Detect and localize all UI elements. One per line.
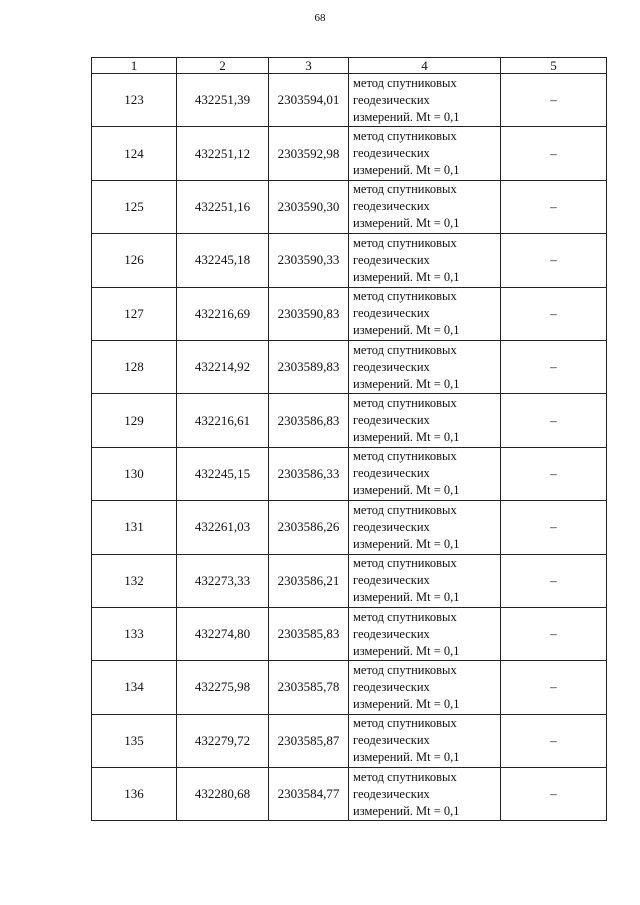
method-line: измерений. Mt = 0,1 (353, 430, 460, 445)
table-row (92, 554, 607, 607)
x-coordinate-cell: 432274,80 (177, 607, 269, 660)
point-number-cell: 126 (92, 234, 177, 287)
method-cell (349, 287, 501, 340)
y-coordinate-cell: 2303586,33 (269, 447, 349, 500)
method-line: геодезических (353, 359, 430, 374)
x-coordinate-cell: 432216,61 (177, 394, 269, 447)
point-number-cell: 133 (92, 607, 177, 660)
method-line: геодезических (353, 413, 430, 428)
method-line: измерений. Mt = 0,1 (353, 323, 460, 338)
method-cell (349, 234, 501, 287)
method-line: измерений. Mt = 0,1 (353, 803, 460, 818)
point-number-cell: 127 (92, 287, 177, 340)
y-coordinate-cell: 2303585,78 (269, 661, 349, 714)
method-line: геодезических (353, 92, 430, 107)
method-line: геодезических (353, 573, 430, 588)
point-number-cell: 123 (92, 74, 177, 127)
method-line: метод спутниковых (353, 182, 457, 197)
coordinates-table (91, 57, 607, 821)
method-cell (349, 661, 501, 714)
y-coordinate-cell: 2303585,87 (269, 714, 349, 767)
point-number-cell: 129 (92, 394, 177, 447)
method-line: измерений. Mt = 0,1 (353, 536, 460, 551)
method-line: геодезических (353, 733, 430, 748)
method-line: метод спутниковых (353, 396, 457, 411)
method-cell (349, 340, 501, 393)
method-line: геодезических (353, 146, 430, 161)
method-line: метод спутниковых (353, 235, 457, 250)
note-cell: – (501, 661, 607, 714)
x-coordinate-cell: 432251,16 (177, 180, 269, 233)
y-coordinate-cell: 2303592,98 (269, 127, 349, 180)
method-cell (349, 447, 501, 500)
method-line: метод спутниковых (353, 609, 457, 624)
method-cell (349, 501, 501, 554)
method-line: метод спутниковых (353, 449, 457, 464)
y-coordinate-cell: 2303590,83 (269, 287, 349, 340)
x-coordinate-cell: 432279,72 (177, 714, 269, 767)
method-line: измерений. Mt = 0,1 (353, 376, 460, 391)
table-row (92, 340, 607, 393)
x-coordinate-cell: 432245,15 (177, 447, 269, 500)
note-cell: – (501, 447, 607, 500)
point-number-cell: 124 (92, 127, 177, 180)
header-col-1: 1 (92, 58, 177, 74)
note-cell: – (501, 234, 607, 287)
method-line: измерений. Mt = 0,1 (353, 216, 460, 231)
method-line: геодезических (353, 466, 430, 481)
point-number-cell: 125 (92, 180, 177, 233)
x-coordinate-cell: 432216,69 (177, 287, 269, 340)
y-coordinate-cell: 2303584,77 (269, 768, 349, 821)
method-line: метод спутниковых (353, 662, 457, 677)
method-line: измерений. Mt = 0,1 (353, 590, 460, 605)
method-line: метод спутниковых (353, 769, 457, 784)
method-line: измерений. Mt = 0,1 (353, 696, 460, 711)
note-cell: – (501, 768, 607, 821)
method-line: измерений. Mt = 0,1 (353, 109, 460, 124)
y-coordinate-cell: 2303586,26 (269, 501, 349, 554)
y-coordinate-cell: 2303585,83 (269, 607, 349, 660)
y-coordinate-cell: 2303594,01 (269, 74, 349, 127)
x-coordinate-cell: 432273,33 (177, 554, 269, 607)
table-header (92, 58, 607, 74)
method-cell (349, 180, 501, 233)
table-row (92, 127, 607, 180)
method-line: геодезических (353, 199, 430, 214)
table-row (92, 447, 607, 500)
method-line: геодезических (353, 306, 430, 321)
table-row (92, 287, 607, 340)
method-line: геодезических (353, 626, 430, 641)
method-line: измерений. Mt = 0,1 (353, 483, 460, 498)
x-coordinate-cell: 432275,98 (177, 661, 269, 714)
y-coordinate-cell: 2303590,33 (269, 234, 349, 287)
x-coordinate-cell: 432261,03 (177, 501, 269, 554)
table-body (92, 74, 607, 821)
note-cell: – (501, 607, 607, 660)
method-line: геодезических (353, 252, 430, 267)
y-coordinate-cell: 2303586,21 (269, 554, 349, 607)
note-cell: – (501, 394, 607, 447)
point-number-cell: 135 (92, 714, 177, 767)
x-coordinate-cell: 432280,68 (177, 768, 269, 821)
table-row (92, 180, 607, 233)
note-cell: – (501, 501, 607, 554)
method-line: метод спутниковых (353, 716, 457, 731)
method-cell (349, 127, 501, 180)
x-coordinate-cell: 432251,12 (177, 127, 269, 180)
table-row (92, 768, 607, 821)
header-col-2: 2 (177, 58, 269, 74)
method-cell (349, 394, 501, 447)
method-line: метод спутниковых (353, 75, 457, 90)
y-coordinate-cell: 2303589,83 (269, 340, 349, 393)
note-cell: – (501, 554, 607, 607)
page-number: 68 (314, 12, 326, 24)
table-row (92, 74, 607, 127)
note-cell: – (501, 180, 607, 233)
y-coordinate-cell: 2303590,30 (269, 180, 349, 233)
method-cell (349, 607, 501, 660)
note-cell: – (501, 340, 607, 393)
method-line: метод спутниковых (353, 502, 457, 517)
method-line: геодезических (353, 519, 430, 534)
method-cell (349, 714, 501, 767)
note-cell: – (501, 287, 607, 340)
point-number-cell: 136 (92, 768, 177, 821)
method-line: метод спутниковых (353, 129, 457, 144)
point-number-cell: 134 (92, 661, 177, 714)
table-row (92, 501, 607, 554)
point-number-cell: 130 (92, 447, 177, 500)
method-line: метод спутниковых (353, 342, 457, 357)
table-row (92, 234, 607, 287)
point-number-cell: 128 (92, 340, 177, 393)
x-coordinate-cell: 432245,18 (177, 234, 269, 287)
header-col-3: 3 (269, 58, 349, 74)
table-row (92, 714, 607, 767)
method-cell (349, 768, 501, 821)
x-coordinate-cell: 432214,92 (177, 340, 269, 393)
method-line: геодезических (353, 786, 430, 801)
method-cell (349, 74, 501, 127)
note-cell: – (501, 74, 607, 127)
method-line: измерений. Mt = 0,1 (353, 269, 460, 284)
y-coordinate-cell: 2303586,83 (269, 394, 349, 447)
note-cell: – (501, 127, 607, 180)
method-line: измерений. Mt = 0,1 (353, 163, 460, 178)
method-line: геодезических (353, 679, 430, 694)
method-line: измерений. Mt = 0,1 (353, 643, 460, 658)
table-row (92, 661, 607, 714)
method-line: метод спутниковых (353, 289, 457, 304)
method-line: метод спутниковых (353, 556, 457, 571)
table-row (92, 607, 607, 660)
point-number-cell: 131 (92, 501, 177, 554)
x-coordinate-cell: 432251,39 (177, 74, 269, 127)
table-row (92, 394, 607, 447)
header-row (92, 58, 607, 74)
header-col-4: 4 (349, 58, 501, 74)
method-line: измерений. Mt = 0,1 (353, 750, 460, 765)
method-cell (349, 554, 501, 607)
header-col-5: 5 (501, 58, 607, 74)
point-number-cell: 132 (92, 554, 177, 607)
note-cell: – (501, 714, 607, 767)
